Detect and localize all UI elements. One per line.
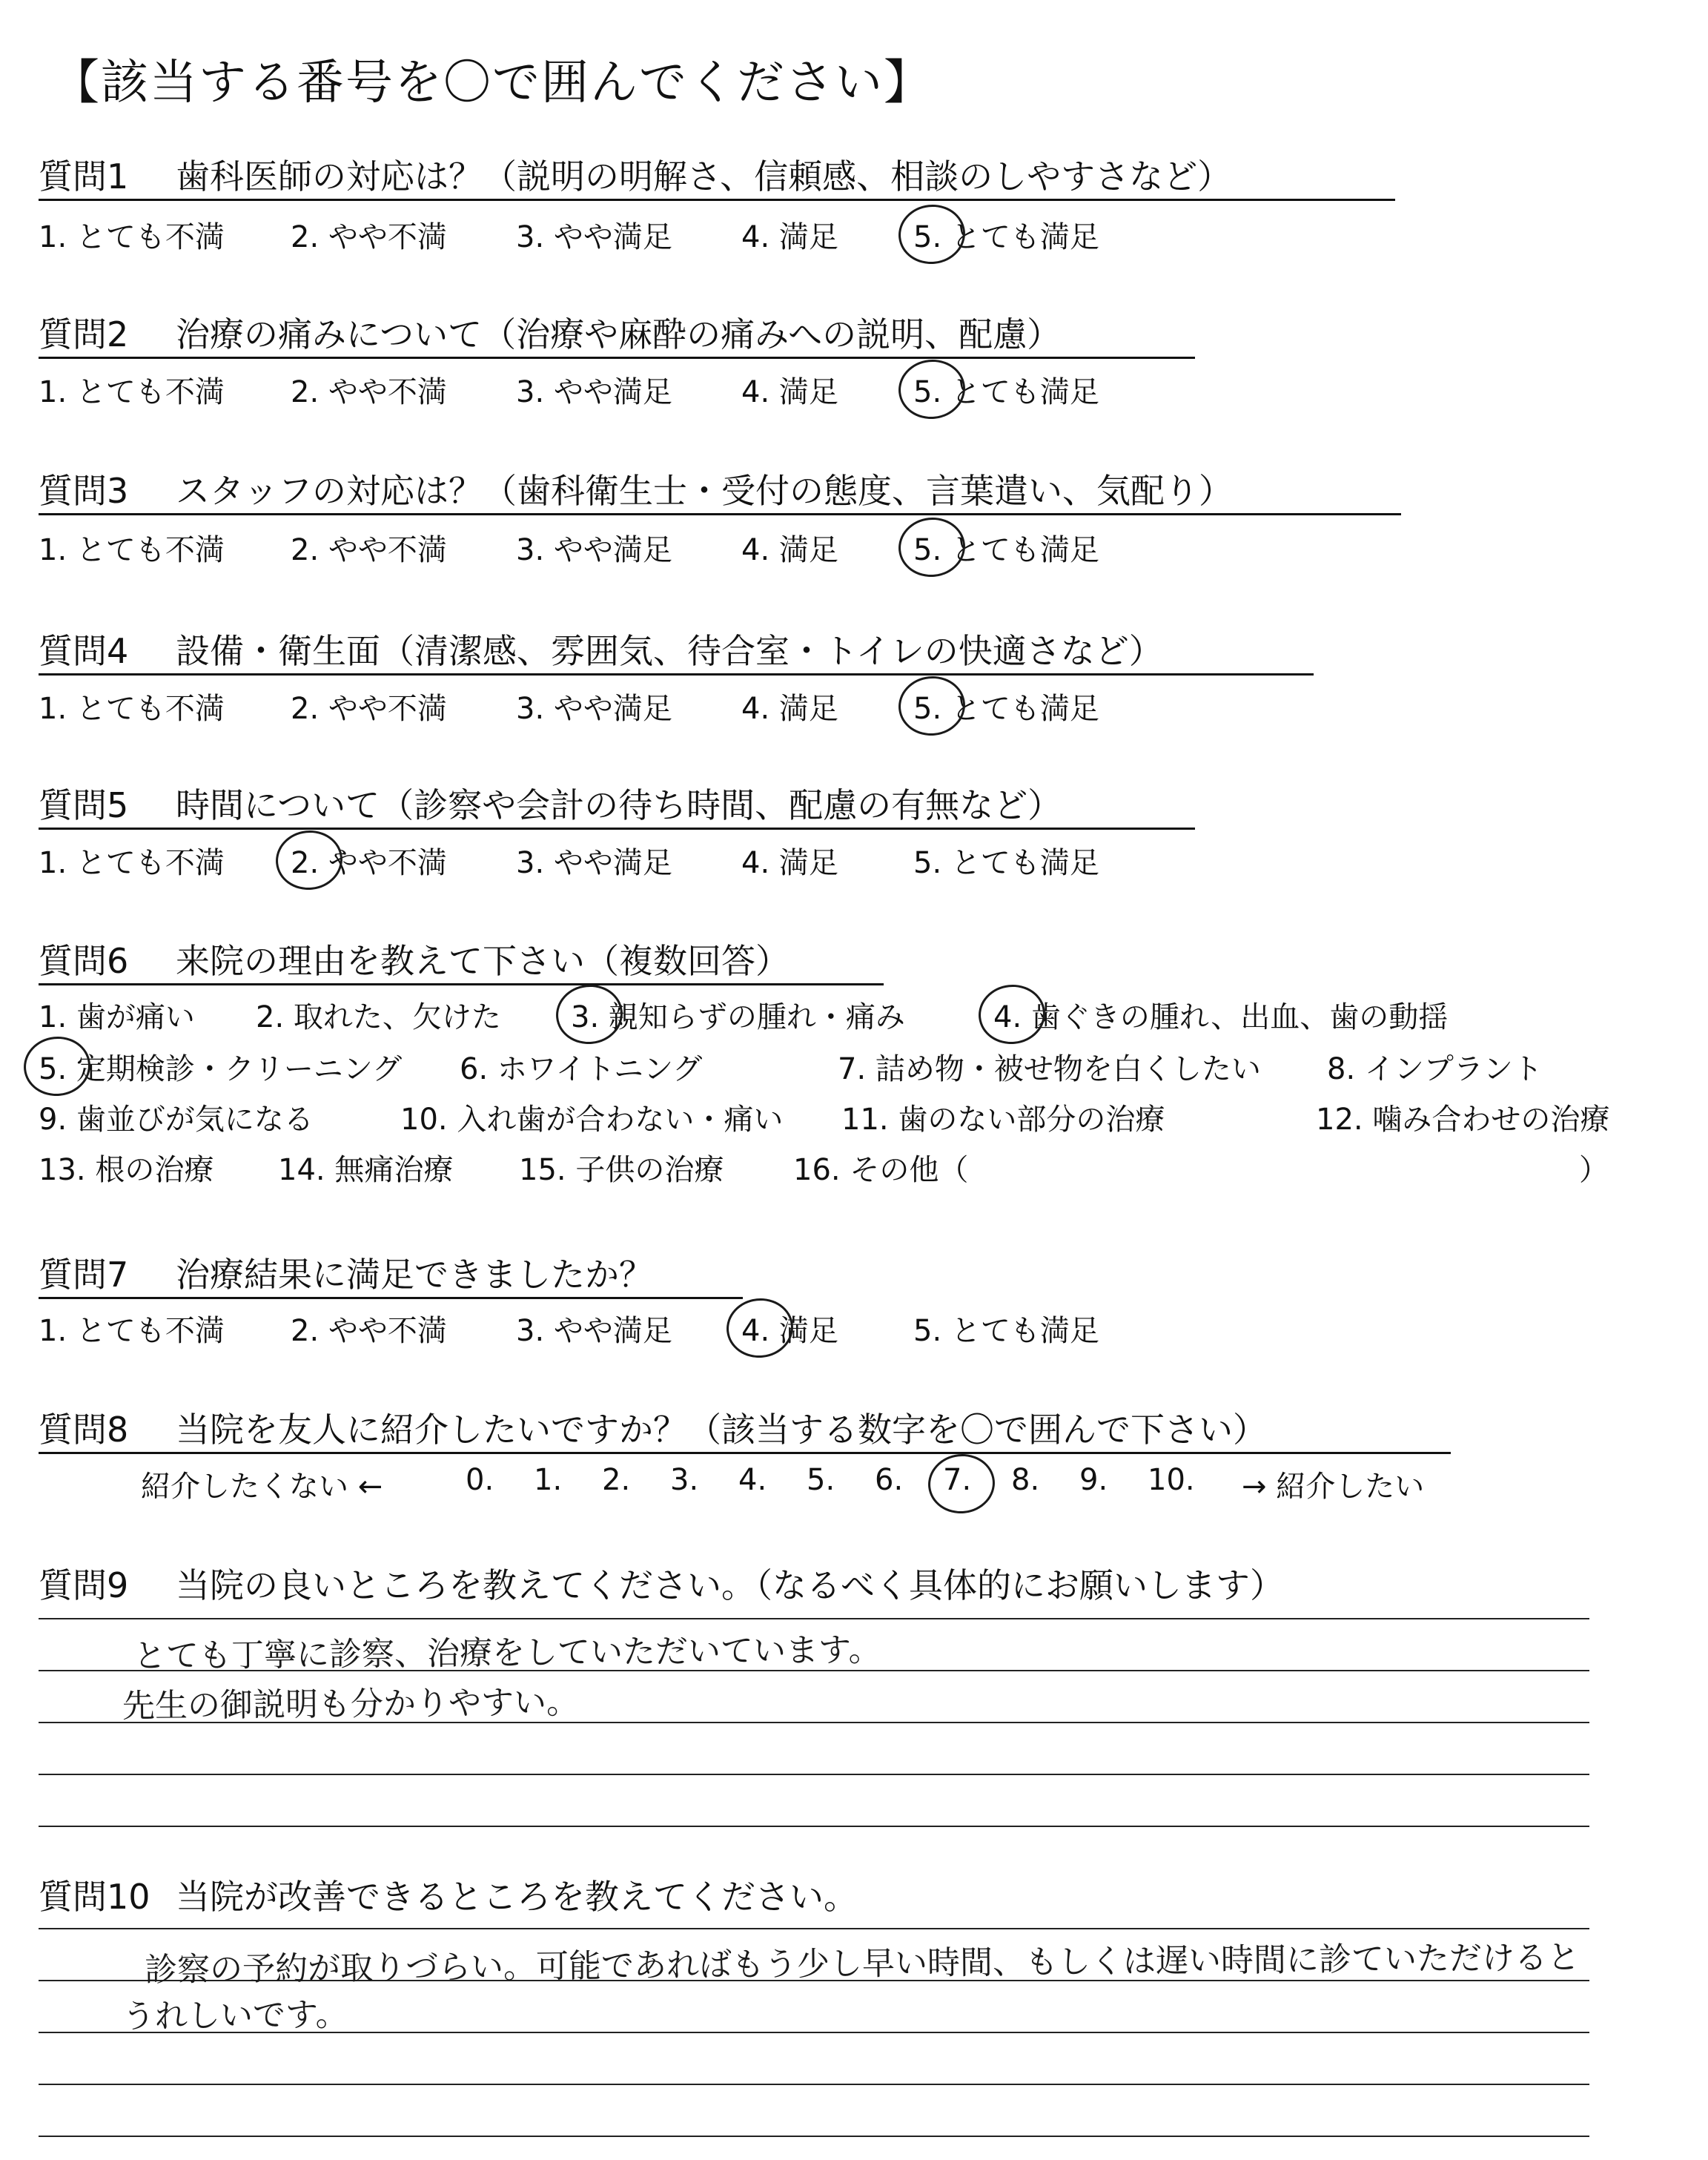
q2-option-2[interactable]: 2. やや不満 [291,375,447,409]
scale-right-label: → 紹介したい [1242,1470,1425,1504]
question-5-number: 質問5 [39,785,129,825]
other-close-paren: ） [1579,1153,1609,1187]
q6-option-16[interactable]: 16. その他（ [793,1153,969,1187]
answer-line [39,1826,1589,1827]
question-2-text: 治療の痛みについて（治療や麻酔の痛みへの説明、配慮） [176,314,1062,354]
selected-circle-mark [553,982,626,1048]
question-5-underline [39,828,1195,830]
selected-circle-mark [896,202,968,268]
q2-option-5[interactable]: 5. とても満足 [913,369,1099,411]
selected-circle-mark [896,673,968,739]
q4-option-4[interactable]: 4. 満足 [741,692,838,726]
q4-option-3[interactable]: 3. やや満足 [516,692,672,726]
q6-option-12[interactable]: 12. 噛み合わせの治療 [1316,1103,1610,1137]
question-6-header [39,934,790,983]
question-9-answer-line-1: とても丁寧に診察、治療をしていただいています。 [133,1631,881,1676]
question-4-header [39,624,1163,673]
q6-option-1[interactable]: 1. 歯が痛い [39,1000,195,1034]
question-4-text: 設備・衛生面（清潔感、雰囲気、待合室・トイレの快適さなど） [176,631,1163,671]
question-3-text: スタッフの対応は？（歯科衛生士・受付の態度、言葉遣い、気配り） [176,471,1233,511]
question-9-answer-line-2: 先生の御説明も分かりやすい。 [122,1683,580,1725]
q4-option-5[interactable]: 5. とても満足 [913,685,1099,727]
q7-option-3[interactable]: 3. やや満足 [516,1314,672,1348]
question-10-number: 質問10 [39,1877,150,1917]
question-6-underline [39,983,884,985]
question-1-number: 質問1 [39,156,129,196]
q1-option-3[interactable]: 3. やや満足 [516,220,672,254]
q8-number-5[interactable]: 5. [807,1463,835,1497]
q8-number-9[interactable]: 9. [1079,1463,1108,1497]
q6-option-8[interactable]: 8. インプラント [1327,1052,1543,1086]
question-9-number: 質問9 [39,1565,129,1605]
q3-option-1[interactable]: 1. とても不満 [39,533,225,567]
q6-option-5[interactable]: 5. 定期検診・クリーニング [39,1046,402,1088]
answer-line [39,1774,1589,1775]
question-10-answer-line-1: 診察の予約が取りづらい。可能であればもう少し早い時間、もしくは遅い時間に診ていただけると [144,1938,1580,1989]
q8-number-2[interactable]: 2. [602,1463,631,1497]
q7-option-4[interactable]: 4. 満足 [741,1307,838,1350]
question-1-header [39,150,1231,199]
q2-option-1[interactable]: 1. とても不満 [39,375,225,409]
question-8-underline [39,1452,1451,1454]
answer-line [39,2136,1589,2137]
q8-number-4[interactable]: 4. [738,1463,767,1497]
q3-option-5[interactable]: 5. とても満足 [913,526,1099,569]
question-1-text: 歯科医師の対応は？（説明の明解さ、信頼感、相談のしやすさなど） [176,156,1232,196]
question-6-number: 質問6 [39,941,129,981]
question-7-underline [39,1297,743,1299]
q6-option-3[interactable]: 3. 親知らずの腫れ・痛み [571,994,905,1036]
question-4-number: 質問4 [39,631,129,671]
q3-option-4[interactable]: 4. 満足 [741,533,838,567]
q5-option-1[interactable]: 1. とても不満 [39,846,225,880]
q6-option-14[interactable]: 14. 無痛治療 [278,1153,454,1187]
q7-option-1[interactable]: 1. とても不満 [39,1314,225,1348]
q6-option-13[interactable]: 13. 根の治療 [39,1153,214,1187]
q1-option-1[interactable]: 1. とても不満 [39,220,225,254]
answer-line [39,1928,1589,1929]
question-2-header [39,308,1061,357]
page-title: 【該当する番号を〇で囲んでください】 [52,56,933,110]
question-3-header [39,464,1233,513]
q8-number-6[interactable]: 6. [875,1463,904,1497]
q6-option-7[interactable]: 7. 詰め物・被せ物を白くしたい [838,1052,1261,1086]
q6-option-9[interactable]: 9. 歯並びが気になる [39,1103,314,1137]
scale-left-label: 紹介したくない ← [141,1470,383,1504]
question-8-number: 質問8 [39,1410,129,1450]
question-7-header [39,1248,653,1297]
question-7-text: 治療結果に満足できましたか？ [176,1255,653,1295]
question-10-header [39,1870,858,1919]
q3-option-2[interactable]: 2. やや不満 [291,533,447,567]
q8-number-3[interactable]: 3. [670,1463,699,1497]
q8-number-7[interactable]: 7. [943,1463,971,1497]
q5-option-3[interactable]: 3. やや満足 [516,846,672,880]
selected-circle-mark [273,828,345,894]
question-6-text: 来院の理由を教えて下さい（複数回答） [176,941,790,981]
q5-option-4[interactable]: 4. 満足 [741,846,838,880]
q7-option-5[interactable]: 5. とても満足 [913,1314,1099,1348]
q6-option-11[interactable]: 11. 歯のない部分の治療 [841,1103,1165,1137]
q8-number-10[interactable]: 10. [1148,1463,1195,1497]
q8-number-0[interactable]: 0. [466,1463,494,1497]
question-1-underline [39,199,1395,201]
q1-option-2[interactable]: 2. やや不満 [291,220,447,254]
q3-option-3[interactable]: 3. やや満足 [516,533,672,567]
selected-circle-mark [724,1295,796,1361]
answer-line [39,1618,1589,1619]
q6-option-6[interactable]: 6. ホワイトニング [460,1052,703,1086]
selected-circle-mark [21,1034,93,1100]
q2-option-3[interactable]: 3. やや満足 [516,375,672,409]
question-3-number: 質問3 [39,471,129,511]
q8-number-1[interactable]: 1. [534,1463,563,1497]
question-5-header [39,779,1062,828]
q6-option-15[interactable]: 15. 子供の治療 [519,1153,724,1187]
question-10-answer-line-2: うれしいです。 [122,1995,348,2036]
q5-option-2[interactable]: 2. やや不満 [291,839,447,882]
selected-circle-mark [976,982,1048,1048]
q8-number-8[interactable]: 8. [1011,1463,1040,1497]
question-4-underline [39,673,1314,676]
selected-circle-mark [896,357,968,423]
question-9-text: 当院の良いところを教えてください。（なるべく具体的にお願いします） [176,1565,1284,1605]
question-8-text: 当院を友人に紹介したいですか？（該当する数字を〇で囲んで下さい） [176,1410,1267,1450]
selected-circle-mark [925,1451,998,1517]
q7-option-2[interactable]: 2. やや不満 [291,1314,447,1348]
q6-option-10[interactable]: 10. 入れ歯が合わない・痛い [400,1103,784,1137]
question-9-header [39,1559,1284,1608]
q4-option-1[interactable]: 1. とても不満 [39,692,225,726]
q1-option-4[interactable]: 4. 満足 [741,220,838,254]
q4-option-2[interactable]: 2. やや不満 [291,692,447,726]
question-10-text: 当院が改善できるところを教えてください。 [176,1877,858,1917]
question-2-underline [39,357,1195,359]
question-3-underline [39,513,1401,515]
q2-option-4[interactable]: 4. 満足 [741,375,838,409]
q6-option-4[interactable]: 4. 歯ぐきの腫れ、出血、歯の動揺 [993,994,1448,1036]
answer-line [39,2084,1589,2085]
question-8-header [39,1403,1267,1452]
question-5-text: 時間について（診察や会計の待ち時間、配慮の有無など） [176,785,1062,825]
q1-option-5[interactable]: 5. とても満足 [913,214,1099,256]
selected-circle-mark [896,515,968,581]
q5-option-5[interactable]: 5. とても満足 [913,846,1099,880]
q6-option-2[interactable]: 2. 取れた、欠けた [256,1000,501,1034]
question-2-number: 質問2 [39,314,129,354]
question-7-number: 質問7 [39,1255,129,1295]
